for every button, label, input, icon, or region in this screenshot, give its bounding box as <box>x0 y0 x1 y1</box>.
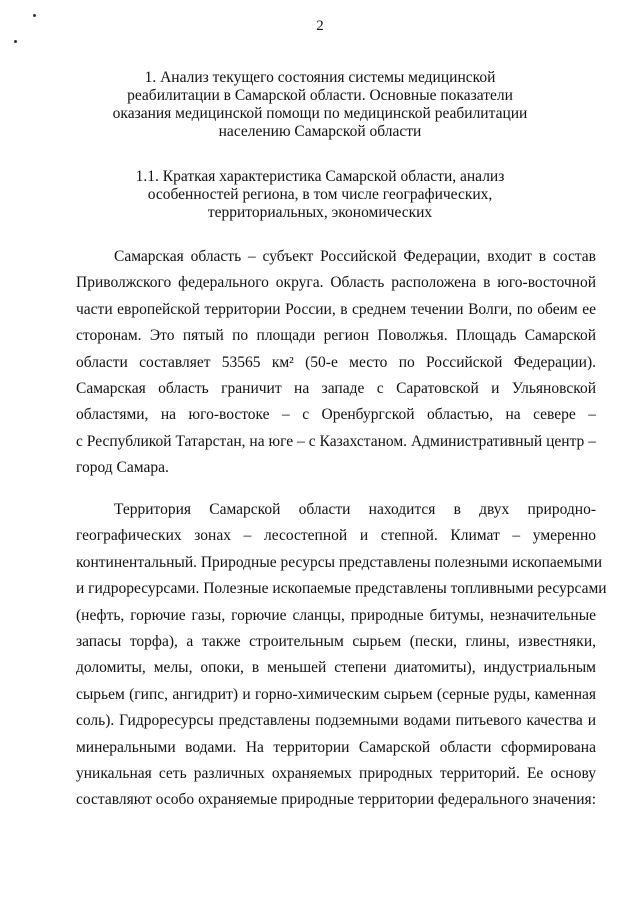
text-line: областями, на юго-востоке – с Оренбургской областью, на севере – <box>76 406 596 424</box>
section-heading <box>0 69 640 141</box>
text-line: сторонам. Это пятый по площади регион Поволжья. Площадь Самарской <box>76 327 596 345</box>
heading-line: населению Самарской области <box>218 123 422 140</box>
page-number: 2 <box>316 18 324 34</box>
text-line: континентальный. Природные ресурсы представлены полезными ископаемыми <box>76 553 603 571</box>
text-line: доломиты, мелы, опоки, в меньшей степени диатомиты), индустриальным <box>76 659 596 677</box>
text-line: минеральными водами. На территории Самарской области сформирована <box>76 738 596 756</box>
text-line: сырьем (гипс, ангидрит) и горно-химическим сырьем (серные руды, каменная <box>76 685 596 703</box>
text-line: с Республикой Татарстан, на юге – с Казахстаном. Административный центр – <box>76 432 596 450</box>
subsection-heading <box>0 168 640 222</box>
scan-speck <box>14 40 17 43</box>
text-line: части европейской территории России, в среднем течении Волги, по обеим ее <box>76 300 596 318</box>
heading-line: территориальных, экономических <box>207 204 433 221</box>
text-line: (нефть, горючие газы, горючие сланцы, природные битумы, незначительные <box>76 606 596 624</box>
text-line: уникальная сеть различных охраняемых природных территорий. Ее основу <box>76 764 596 782</box>
text-line: и гидроресурсами. Полезные ископаемые представлены топливными ресурсами <box>76 580 607 598</box>
text-line: соль). Гидроресурсы представлены подземными водами питьевого качества и <box>76 712 596 730</box>
text-line: Территория Самарской области находится в двух природно- <box>114 501 596 518</box>
heading-line: реабилитации в Самарской области. Основные показатели <box>127 87 513 104</box>
text-line: составляют особо охраняемые природные территории федерального значения: <box>76 791 596 809</box>
text-line: Приволжского федерального округа. Область расположена в юго-восточной <box>76 274 596 292</box>
text-line: запасы торфа), а также строительным сырьем (пески, глины, известняки, <box>76 632 596 650</box>
paragraph-region-overview <box>76 244 596 482</box>
text-line: области составляет 53565 км² (50-е место по Российской Федерации). <box>76 353 596 371</box>
text-line: географических зонах – лесостепной и степной. Климат – умеренно <box>76 527 596 545</box>
heading-line: 1. Анализ текущего состояния системы медицинской <box>144 69 496 86</box>
scan-speck <box>33 14 36 17</box>
text-line: Самарская область граничит на западе с Саратовской и Ульяновской <box>76 379 596 397</box>
text-line: Самарская область – субъект Российской Федерации, входит в состав <box>114 248 596 265</box>
text-line: город Самара. <box>76 459 169 477</box>
heading-line: оказания медицинской помощи по медицинской реабилитации <box>112 105 528 122</box>
heading-line: 1.1. Краткая характеристика Самарской области, анализ <box>135 168 505 185</box>
heading-line: особенностей региона, в том числе географических, <box>147 186 493 203</box>
paragraph-natural-resources <box>76 497 607 814</box>
